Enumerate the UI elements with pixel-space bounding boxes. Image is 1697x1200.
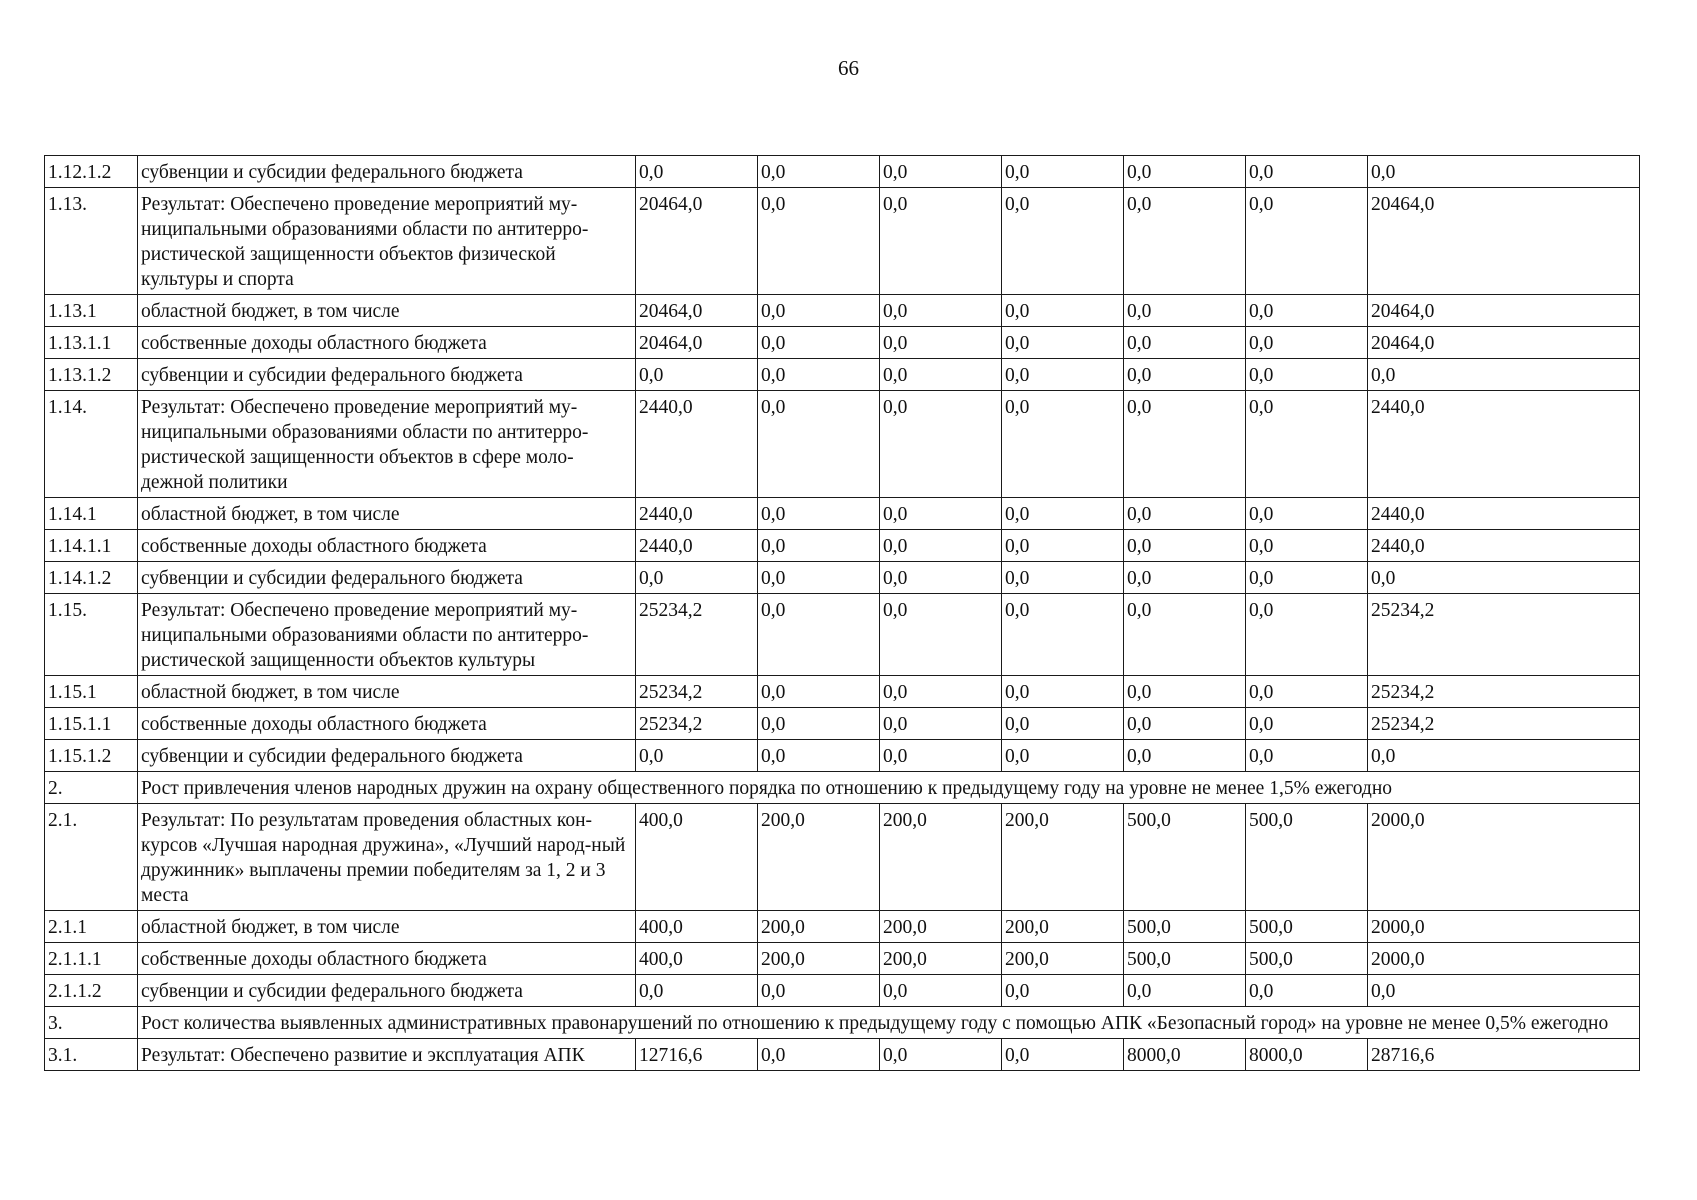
row-name: субвенции и субсидии федерального бюджета <box>138 156 636 188</box>
value-cell: 0,0 <box>880 562 1002 594</box>
value-cell: 0,0 <box>880 708 1002 740</box>
row-name: субвенции и субсидии федерального бюджета <box>138 975 636 1007</box>
goal-row <box>45 772 1640 804</box>
row-name: субвенции и субсидии федерального бюджета <box>138 359 636 391</box>
value-cell: 500,0 <box>1246 911 1368 943</box>
table-row <box>45 708 1640 740</box>
row-name: Результат: Обеспечено проведение мероприятий му-ниципальными образованиями области по антитерро-ристической защищенности объектов в сфере моло-дежной политики <box>138 391 636 498</box>
row-code: 1.14. <box>45 391 138 498</box>
value-cell: 0,0 <box>1124 295 1246 327</box>
value-cell: 200,0 <box>758 804 880 911</box>
row-name: субвенции и субсидии федерального бюджета <box>138 740 636 772</box>
value-cell: 0,0 <box>1246 498 1368 530</box>
value-cell: 0,0 <box>880 156 1002 188</box>
row-name: областной бюджет, в том числе <box>138 676 636 708</box>
table-row <box>45 498 1640 530</box>
value-cell: 25234,2 <box>636 594 758 676</box>
value-cell: 200,0 <box>880 911 1002 943</box>
row-name: собственные доходы областного бюджета <box>138 530 636 562</box>
value-cell: 500,0 <box>1246 943 1368 975</box>
value-cell: 0,0 <box>758 562 880 594</box>
value-cell: 0,0 <box>1002 295 1124 327</box>
value-cell: 500,0 <box>1124 911 1246 943</box>
value-cell: 0,0 <box>1246 359 1368 391</box>
row-name: Результат: Обеспечено проведение мероприятий му-ниципальными образованиями области по антитерро-ристической защищенности объектов физической культуры и спорта <box>138 188 636 295</box>
total-value: 28716,6 <box>1368 1039 1640 1071</box>
row-name: собственные доходы областного бюджета <box>138 327 636 359</box>
total-value: 0,0 <box>1368 740 1640 772</box>
value-cell: 0,0 <box>758 156 880 188</box>
table-row <box>45 1039 1640 1071</box>
value-cell: 0,0 <box>1002 1039 1124 1071</box>
value-cell: 0,0 <box>1246 391 1368 498</box>
value-cell: 0,0 <box>758 676 880 708</box>
value-cell: 0,0 <box>758 188 880 295</box>
row-name: областной бюджет, в том числе <box>138 498 636 530</box>
value-cell: 0,0 <box>1002 562 1124 594</box>
value-cell: 0,0 <box>758 1039 880 1071</box>
row-code: 1.14.1 <box>45 498 138 530</box>
value-cell: 0,0 <box>880 975 1002 1007</box>
value-cell: 0,0 <box>758 708 880 740</box>
table-row <box>45 943 1640 975</box>
row-code: 3. <box>45 1007 138 1039</box>
row-code: 1.14.1.2 <box>45 562 138 594</box>
row-code: 2.1. <box>45 804 138 911</box>
value-cell: 0,0 <box>880 676 1002 708</box>
row-code: 1.13.1.1 <box>45 327 138 359</box>
table-row <box>45 391 1640 498</box>
total-value: 25234,2 <box>1368 676 1640 708</box>
row-name: областной бюджет, в том числе <box>138 911 636 943</box>
value-cell: 25234,2 <box>636 708 758 740</box>
value-cell: 0,0 <box>880 1039 1002 1071</box>
value-cell: 20464,0 <box>636 188 758 295</box>
value-cell: 0,0 <box>636 740 758 772</box>
value-cell: 0,0 <box>880 498 1002 530</box>
value-cell: 0,0 <box>1002 359 1124 391</box>
table-row <box>45 327 1640 359</box>
value-cell: 12716,6 <box>636 1039 758 1071</box>
value-cell: 0,0 <box>1002 708 1124 740</box>
row-code: 1.15. <box>45 594 138 676</box>
value-cell: 0,0 <box>1124 188 1246 295</box>
value-cell: 0,0 <box>1124 594 1246 676</box>
value-cell: 0,0 <box>880 295 1002 327</box>
value-cell: 400,0 <box>636 804 758 911</box>
total-value: 2440,0 <box>1368 530 1640 562</box>
row-code: 1.15.1.1 <box>45 708 138 740</box>
value-cell: 200,0 <box>758 911 880 943</box>
row-name: субвенции и субсидии федерального бюджета <box>138 562 636 594</box>
table-row <box>45 975 1640 1007</box>
total-value: 0,0 <box>1368 975 1640 1007</box>
value-cell: 0,0 <box>1002 975 1124 1007</box>
value-cell: 0,0 <box>1246 740 1368 772</box>
table-body <box>45 156 1640 1071</box>
row-name: Результат: Обеспечено проведение мероприятий му-ниципальными образованиями области по антитерро-ристической защищенности объектов культуры <box>138 594 636 676</box>
value-cell: 0,0 <box>880 359 1002 391</box>
total-value: 0,0 <box>1368 359 1640 391</box>
value-cell: 200,0 <box>880 943 1002 975</box>
value-cell: 0,0 <box>636 156 758 188</box>
value-cell: 0,0 <box>1246 594 1368 676</box>
total-value: 20464,0 <box>1368 327 1640 359</box>
value-cell: 500,0 <box>1246 804 1368 911</box>
goal-text: Рост количества выявленных административных правонарушений по отношению к предыдущему году с помощью АПК «Безопасный город» на уровне не менее 0,5% ежегодно <box>138 1007 1640 1039</box>
value-cell: 200,0 <box>758 943 880 975</box>
value-cell: 0,0 <box>1002 156 1124 188</box>
value-cell: 0,0 <box>1124 391 1246 498</box>
value-cell: 2440,0 <box>636 498 758 530</box>
total-value: 0,0 <box>1368 562 1640 594</box>
value-cell: 2440,0 <box>636 391 758 498</box>
value-cell: 0,0 <box>1124 498 1246 530</box>
value-cell: 0,0 <box>1246 530 1368 562</box>
value-cell: 0,0 <box>758 359 880 391</box>
row-code: 2. <box>45 772 138 804</box>
value-cell: 0,0 <box>1124 562 1246 594</box>
value-cell: 0,0 <box>636 975 758 1007</box>
value-cell: 0,0 <box>758 295 880 327</box>
row-code: 1.14.1.1 <box>45 530 138 562</box>
value-cell: 0,0 <box>1002 676 1124 708</box>
value-cell: 0,0 <box>1246 156 1368 188</box>
total-value: 2000,0 <box>1368 911 1640 943</box>
value-cell: 0,0 <box>1124 156 1246 188</box>
value-cell: 0,0 <box>1124 676 1246 708</box>
value-cell: 400,0 <box>636 943 758 975</box>
value-cell: 200,0 <box>880 804 1002 911</box>
value-cell: 0,0 <box>758 975 880 1007</box>
budget-table <box>44 155 1640 1071</box>
value-cell: 0,0 <box>880 327 1002 359</box>
value-cell: 400,0 <box>636 911 758 943</box>
row-code: 1.15.1.2 <box>45 740 138 772</box>
value-cell: 0,0 <box>1246 676 1368 708</box>
total-value: 2440,0 <box>1368 498 1640 530</box>
value-cell: 0,0 <box>1246 327 1368 359</box>
row-code: 1.15.1 <box>45 676 138 708</box>
value-cell: 0,0 <box>758 740 880 772</box>
row-code: 2.1.1.2 <box>45 975 138 1007</box>
row-code: 1.13. <box>45 188 138 295</box>
value-cell: 20464,0 <box>636 295 758 327</box>
value-cell: 0,0 <box>1246 562 1368 594</box>
value-cell: 0,0 <box>1246 188 1368 295</box>
value-cell: 200,0 <box>1002 804 1124 911</box>
value-cell: 0,0 <box>1124 740 1246 772</box>
total-value: 20464,0 <box>1368 188 1640 295</box>
value-cell: 8000,0 <box>1246 1039 1368 1071</box>
table-row <box>45 295 1640 327</box>
row-code: 2.1.1 <box>45 911 138 943</box>
value-cell: 0,0 <box>636 562 758 594</box>
total-value: 25234,2 <box>1368 594 1640 676</box>
table-row <box>45 911 1640 943</box>
total-value: 25234,2 <box>1368 708 1640 740</box>
row-code: 1.12.1.2 <box>45 156 138 188</box>
goal-row <box>45 1007 1640 1039</box>
row-name: Результат: По результатам проведения областных кон-курсов «Лучшая народная дружина», «Лучший народ-ный дружинник» выплачены премии победителям за 1, 2 и 3 места <box>138 804 636 911</box>
total-value: 2000,0 <box>1368 804 1640 911</box>
table-row <box>45 188 1640 295</box>
total-value: 0,0 <box>1368 156 1640 188</box>
value-cell: 500,0 <box>1124 804 1246 911</box>
value-cell: 500,0 <box>1124 943 1246 975</box>
table-row <box>45 594 1640 676</box>
row-name: Результат: Обеспечено развитие и эксплуатация АПК <box>138 1039 636 1071</box>
value-cell: 2440,0 <box>636 530 758 562</box>
value-cell: 0,0 <box>1246 708 1368 740</box>
value-cell: 0,0 <box>1002 594 1124 676</box>
value-cell: 0,0 <box>1246 975 1368 1007</box>
value-cell: 0,0 <box>1002 391 1124 498</box>
total-value: 2000,0 <box>1368 943 1640 975</box>
value-cell: 0,0 <box>880 188 1002 295</box>
value-cell: 200,0 <box>1002 943 1124 975</box>
value-cell: 0,0 <box>1002 188 1124 295</box>
value-cell: 0,0 <box>880 530 1002 562</box>
value-cell: 0,0 <box>1002 327 1124 359</box>
value-cell: 0,0 <box>758 594 880 676</box>
value-cell: 0,0 <box>1002 498 1124 530</box>
table-row <box>45 156 1640 188</box>
value-cell: 0,0 <box>1124 530 1246 562</box>
row-code: 3.1. <box>45 1039 138 1071</box>
value-cell: 0,0 <box>758 498 880 530</box>
row-name: областной бюджет, в том числе <box>138 295 636 327</box>
value-cell: 0,0 <box>880 391 1002 498</box>
value-cell: 0,0 <box>1124 708 1246 740</box>
goal-text: Рост привлечения членов народных дружин на охрану общественного порядка по отношению к предыдущему году на уровне не менее 1,5% ежегодно <box>138 772 1640 804</box>
row-code: 1.13.1 <box>45 295 138 327</box>
row-name: собственные доходы областного бюджета <box>138 943 636 975</box>
row-name: собственные доходы областного бюджета <box>138 708 636 740</box>
value-cell: 20464,0 <box>636 327 758 359</box>
value-cell: 8000,0 <box>1124 1039 1246 1071</box>
value-cell: 0,0 <box>1002 740 1124 772</box>
page-number: 66 <box>838 56 859 80</box>
value-cell: 0,0 <box>758 391 880 498</box>
table-row <box>45 359 1640 391</box>
total-value: 20464,0 <box>1368 295 1640 327</box>
value-cell: 0,0 <box>1124 359 1246 391</box>
table-row <box>45 740 1640 772</box>
table-row <box>45 676 1640 708</box>
value-cell: 0,0 <box>880 740 1002 772</box>
value-cell: 0,0 <box>758 327 880 359</box>
value-cell: 0,0 <box>1124 327 1246 359</box>
value-cell: 25234,2 <box>636 676 758 708</box>
value-cell: 200,0 <box>1002 911 1124 943</box>
value-cell: 0,0 <box>880 594 1002 676</box>
value-cell: 0,0 <box>1124 975 1246 1007</box>
table-row <box>45 530 1640 562</box>
value-cell: 0,0 <box>636 359 758 391</box>
table-row <box>45 804 1640 911</box>
total-value: 2440,0 <box>1368 391 1640 498</box>
table-row <box>45 562 1640 594</box>
value-cell: 0,0 <box>1246 295 1368 327</box>
value-cell: 0,0 <box>758 530 880 562</box>
value-cell: 0,0 <box>1002 530 1124 562</box>
row-code: 2.1.1.1 <box>45 943 138 975</box>
row-code: 1.13.1.2 <box>45 359 138 391</box>
